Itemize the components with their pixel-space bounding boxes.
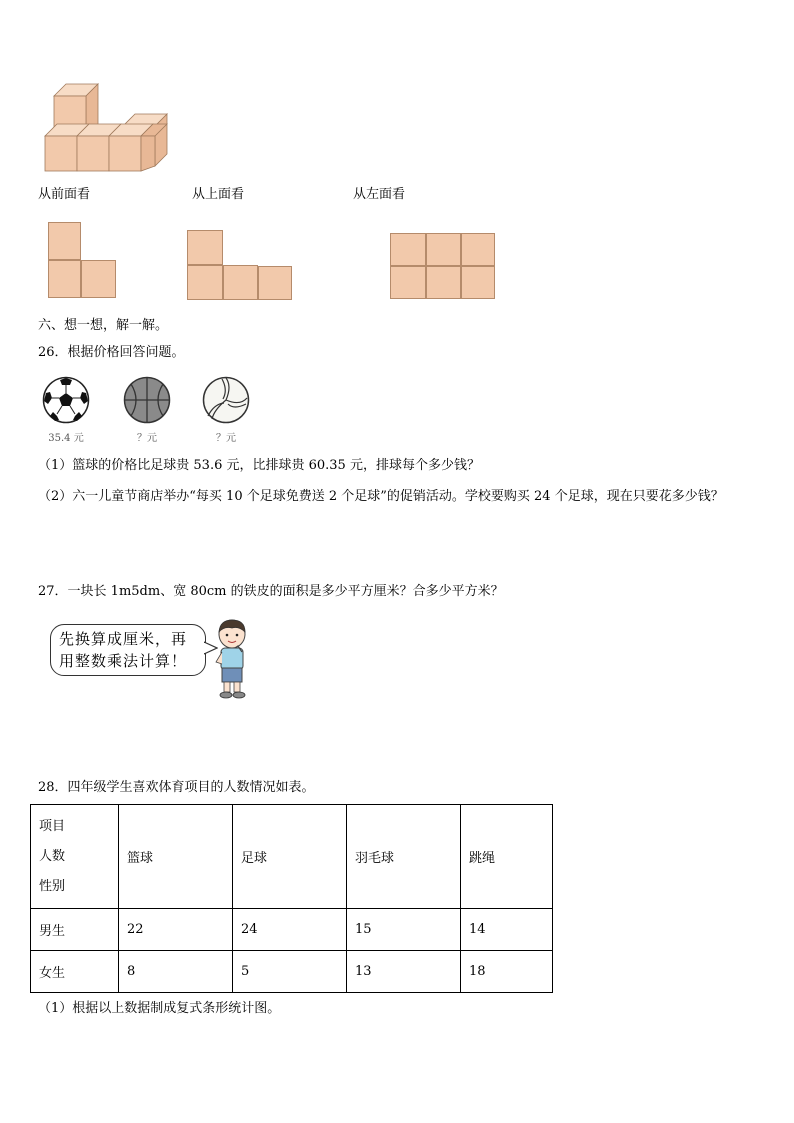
row-label: 男生: [31, 909, 119, 951]
table-cell: 18: [461, 951, 553, 993]
bubble-line-2: 用整数乘法计算！: [59, 652, 188, 670]
table-header-cell: 跳绳: [461, 805, 553, 909]
soccer-price: 35.4 元: [48, 433, 84, 444]
boy-character-icon: [212, 618, 252, 700]
table-header-cell: 羽毛球: [347, 805, 461, 909]
table-header-row: [31, 805, 553, 909]
soccer-ball-icon: [42, 376, 90, 424]
q28-title: 28．四年级学生喜欢体育项目的人数情况如表。: [38, 780, 315, 795]
q26-title: 26．根据价格回答问题。: [38, 345, 185, 360]
speech-bubble: [50, 624, 206, 676]
q27-title: 27．一块长 1m5dm、宽 80cm 的铁皮的面积是多少平方厘米？合多少平方米？: [38, 584, 504, 599]
table-corner-header: 项目 人数 性别: [31, 805, 119, 909]
volleyball-price: ？元: [216, 433, 236, 444]
bubble-line-1: 先换算成厘米，再: [59, 630, 188, 648]
table-cell: 13: [347, 951, 461, 993]
q28-sub1: （1）根据以上数据制成复式条形统计图。: [38, 1001, 281, 1016]
cube-stack-figure: [40, 80, 175, 175]
basketball-icon: [123, 376, 171, 424]
table-cell: 5: [233, 951, 347, 993]
sports-preference-table: [30, 804, 553, 993]
table-row: [31, 909, 553, 951]
table-cell: 14: [461, 909, 553, 951]
section-six-title: 六、想一想，解一解。: [38, 318, 169, 333]
table-header-cell: 足球: [233, 805, 347, 909]
table-header-cell: 篮球: [119, 805, 233, 909]
table-cell: 15: [347, 909, 461, 951]
top-view-label: 从上面看: [192, 187, 245, 202]
q26-sub2: （2）六一儿童节商店举办“每买 10 个足球免费送 2 个足球”的促销活动。学校要购买 24 个足球，现在只要花多少钱？: [38, 489, 724, 504]
left-view-label: 从左面看: [353, 187, 406, 202]
table-cell: 22: [119, 909, 233, 951]
volleyball-icon: [202, 376, 250, 424]
table-row: [31, 951, 553, 993]
q26-sub1: （1）篮球的价格比足球贵 53.6 元，比排球贵 60.35 元，排球每个多少钱？: [38, 458, 480, 473]
table-cell: 24: [233, 909, 347, 951]
row-label: 女生: [31, 951, 119, 993]
table-cell: 8: [119, 951, 233, 993]
basketball-price: ？元: [137, 433, 157, 444]
front-view-label: 从前面看: [38, 187, 91, 202]
